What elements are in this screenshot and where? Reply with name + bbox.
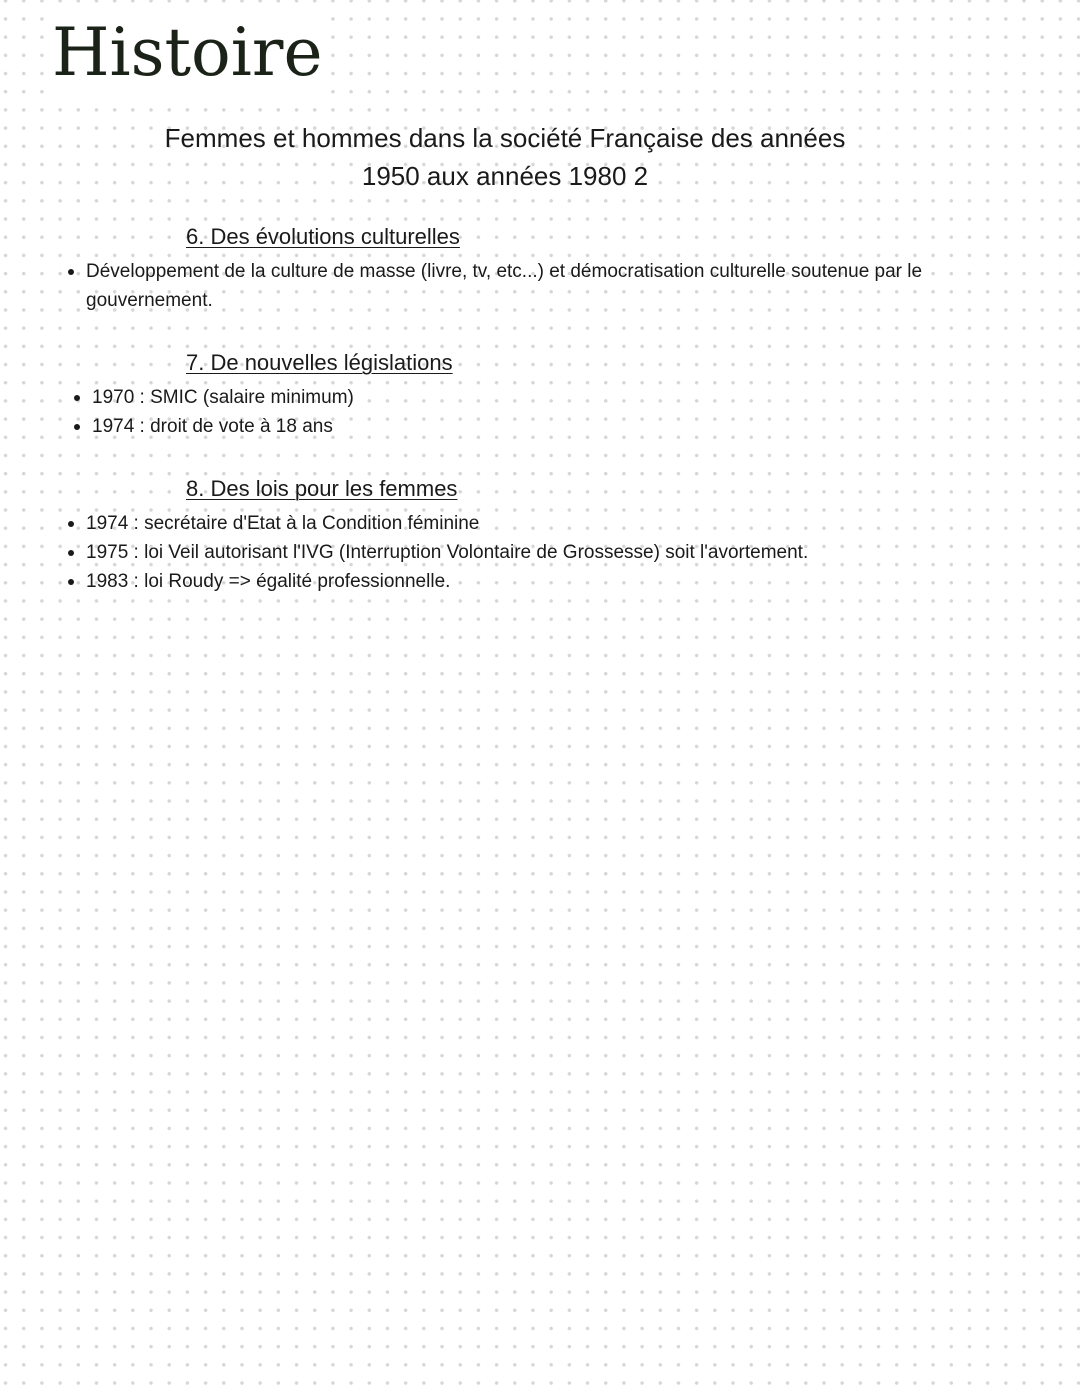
list-item: 1975 : loi Veil autorisant l'IVG (Interruption Volontaire de Grossesse) soit l'avortement. xyxy=(64,538,1044,567)
list-item: 1983 : loi Roudy => égalité professionnelle. xyxy=(64,567,1044,596)
section-list-new-legislation xyxy=(70,383,970,441)
section-list-laws-for-women xyxy=(64,509,1044,596)
section-list-cultural-evolutions xyxy=(64,257,1044,315)
list-item: 1974 : droit de vote à 18 ans xyxy=(70,412,970,441)
document-title-line-1: Femmes et hommes dans la société Française des années xyxy=(164,123,846,153)
section-heading-new-legislation: 7. De nouvelles législations xyxy=(186,350,453,375)
section-heading-cultural-evolutions: 6. Des évolutions culturelles xyxy=(186,224,460,249)
document-title xyxy=(110,119,900,195)
list-item: 1970 : SMIC (salaire minimum) xyxy=(70,383,970,412)
section-heading-laws-for-women: 8. Des lois pour les femmes xyxy=(186,476,458,501)
list-item: 1974 : secrétaire d'Etat à la Condition féminine xyxy=(64,509,1044,538)
document-title-line-2: 1950 aux années 1980 2 xyxy=(361,161,649,191)
list-item: Développement de la culture de masse (livre, tv, etc...) et démocratisation culturelle soutenue par le gouvernement. xyxy=(64,257,1044,315)
page-title: Histoire xyxy=(52,14,327,94)
